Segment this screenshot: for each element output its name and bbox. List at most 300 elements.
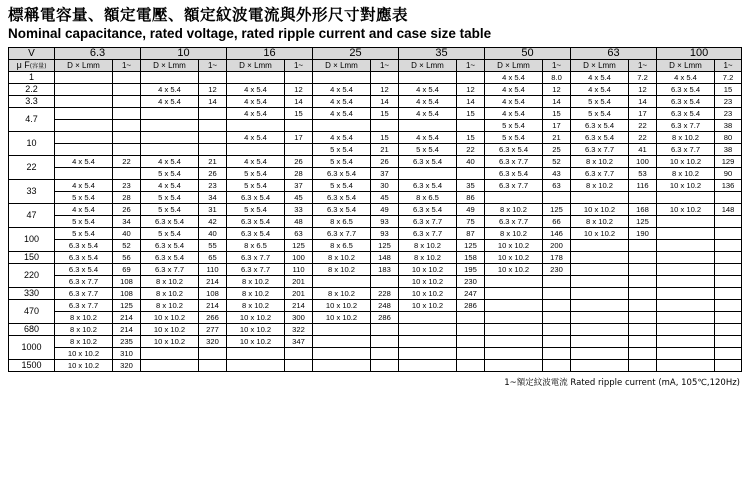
ripple-current-cell: 65: [199, 252, 227, 264]
table-row: [9, 84, 742, 96]
ripple-current-cell: 23: [715, 96, 742, 108]
case-size-cell: [571, 288, 629, 300]
case-size-cell: 6.3 x 5.4: [141, 240, 199, 252]
ripple-current-cell: [715, 264, 742, 276]
case-size-cell: 5 x 5.4: [571, 96, 629, 108]
ripple-current-cell: 22: [457, 144, 485, 156]
subheader-dl-6v3: D × Lmm: [55, 60, 113, 72]
ripple-current-cell: [457, 168, 485, 180]
case-size-cell: 6.3 x 7.7: [485, 156, 543, 168]
case-size-cell: 6.3 x 7.7: [657, 144, 715, 156]
ripple-current-cell: [629, 240, 657, 252]
case-size-cell: 8 x 10.2: [227, 276, 285, 288]
subheader-ripple-16v: 1~: [285, 60, 313, 72]
ripple-current-cell: 214: [199, 276, 227, 288]
ripple-current-cell: 248: [371, 300, 399, 312]
case-size-cell: 8 x 10.2: [55, 336, 113, 348]
ripple-current-cell: 17: [629, 108, 657, 120]
case-size-cell: [227, 144, 285, 156]
subheader-ripple-6v3: 1~: [113, 60, 141, 72]
ripple-current-cell: 14: [199, 96, 227, 108]
case-size-cell: 4 x 5.4: [485, 96, 543, 108]
case-size-cell: [399, 336, 457, 348]
table-footnote: 1~額定紋波電流 Rated ripple current (mA, 105℃,120Hz): [504, 378, 740, 388]
table-row: [9, 156, 742, 168]
case-size-cell: [141, 348, 199, 360]
ripple-current-cell: 30: [371, 180, 399, 192]
ripple-current-cell: 300: [285, 312, 313, 324]
ripple-current-cell: [113, 144, 141, 156]
case-size-cell: 10 x 10.2: [141, 312, 199, 324]
case-size-cell: 10 x 10.2: [55, 348, 113, 360]
table-row: [9, 264, 742, 276]
case-size-cell: 10 x 10.2: [399, 276, 457, 288]
ripple-current-cell: [715, 228, 742, 240]
ripple-current-cell: 12: [199, 84, 227, 96]
case-size-cell: [399, 312, 457, 324]
ripple-current-cell: 23: [113, 180, 141, 192]
capacitance-cell: 220: [9, 264, 55, 288]
ripple-current-cell: 286: [371, 312, 399, 324]
ripple-current-cell: 75: [457, 216, 485, 228]
ripple-current-cell: 22: [629, 132, 657, 144]
case-size-cell: [141, 144, 199, 156]
ripple-current-cell: 108: [113, 276, 141, 288]
case-size-cell: 8 x 10.2: [399, 240, 457, 252]
case-size-cell: [571, 252, 629, 264]
case-size-cell: [571, 324, 629, 336]
table-row: [9, 96, 742, 108]
ripple-current-cell: 12: [285, 84, 313, 96]
case-size-cell: 8 x 10.2: [571, 180, 629, 192]
case-size-cell: 5 x 5.4: [227, 180, 285, 192]
ripple-current-cell: 12: [457, 84, 485, 96]
voltage-header-25v: 25: [313, 48, 399, 60]
ripple-current-cell: 129: [715, 156, 742, 168]
case-size-cell: 4 x 5.4: [485, 84, 543, 96]
voltage-header-100v: 100: [657, 48, 742, 60]
table-row: [9, 348, 742, 360]
ripple-current-cell: [199, 132, 227, 144]
ripple-current-cell: 26: [285, 156, 313, 168]
case-size-cell: [571, 300, 629, 312]
ripple-current-cell: 286: [457, 300, 485, 312]
ripple-current-cell: 55: [199, 240, 227, 252]
case-size-cell: 8 x 10.2: [485, 228, 543, 240]
case-size-cell: 4 x 5.4: [55, 180, 113, 192]
case-size-cell: [657, 288, 715, 300]
ripple-current-cell: 116: [629, 180, 657, 192]
ripple-current-cell: 125: [113, 300, 141, 312]
case-size-cell: 6.3 x 5.4: [657, 84, 715, 96]
case-size-cell: 10 x 10.2: [657, 204, 715, 216]
table-row: [9, 168, 742, 180]
subheader-dl-25v: D × Lmm: [313, 60, 371, 72]
ripple-current-cell: 14: [543, 96, 571, 108]
case-size-cell: 10 x 10.2: [399, 288, 457, 300]
case-size-cell: 6.3 x 5.4: [227, 228, 285, 240]
ripple-current-cell: [629, 336, 657, 348]
case-size-cell: [55, 144, 113, 156]
ripple-current-cell: 80: [715, 132, 742, 144]
ripple-current-cell: [285, 120, 313, 132]
case-size-cell: 4 x 5.4: [141, 96, 199, 108]
capacitance-cell: 10: [9, 132, 55, 156]
case-size-cell: 4 x 5.4: [55, 204, 113, 216]
case-size-cell: 10 x 10.2: [55, 360, 113, 372]
case-size-cell: [485, 192, 543, 204]
ripple-current-cell: 125: [457, 240, 485, 252]
case-size-cell: [485, 288, 543, 300]
ripple-current-cell: 90: [715, 168, 742, 180]
ripple-current-cell: [715, 336, 742, 348]
case-size-cell: 10 x 10.2: [227, 324, 285, 336]
case-size-cell: [313, 120, 371, 132]
case-size-cell: 4 x 5.4: [141, 180, 199, 192]
ripple-current-cell: 23: [199, 180, 227, 192]
ripple-current-cell: [113, 132, 141, 144]
voltage-header-63v: 63: [571, 48, 657, 60]
case-size-cell: 8 x 6.5: [313, 240, 371, 252]
capacitance-cell: 680: [9, 324, 55, 336]
ripple-current-cell: 12: [629, 84, 657, 96]
ripple-current-cell: 125: [371, 240, 399, 252]
ripple-current-cell: 178: [543, 252, 571, 264]
ripple-current-cell: 40: [113, 228, 141, 240]
case-size-cell: 5 x 5.4: [485, 132, 543, 144]
voltage-header-row: [9, 48, 742, 60]
ripple-current-cell: 148: [715, 204, 742, 216]
case-size-cell: [571, 264, 629, 276]
ripple-current-cell: [629, 264, 657, 276]
ripple-current-cell: [715, 324, 742, 336]
table-row: [9, 204, 742, 216]
ripple-current-cell: 21: [371, 144, 399, 156]
subheader-dl-35v: D × Lmm: [399, 60, 457, 72]
case-size-cell: 8 x 10.2: [657, 132, 715, 144]
case-size-cell: [141, 120, 199, 132]
case-size-cell: 5 x 5.4: [227, 204, 285, 216]
ripple-current-cell: [543, 312, 571, 324]
case-size-cell: [571, 192, 629, 204]
table-row: [9, 300, 742, 312]
table-row: [9, 336, 742, 348]
case-size-cell: 6.3 x 7.7: [55, 276, 113, 288]
case-size-cell: [399, 120, 457, 132]
ripple-current-cell: [113, 96, 141, 108]
ripple-current-cell: 214: [199, 300, 227, 312]
case-size-cell: 6.3 x 7.7: [227, 252, 285, 264]
case-size-cell: 6.3 x 7.7: [571, 168, 629, 180]
capacitance-cell: 33: [9, 180, 55, 204]
ripple-current-cell: 52: [543, 156, 571, 168]
case-size-cell: 10 x 10.2: [485, 264, 543, 276]
ripple-current-cell: 15: [371, 132, 399, 144]
case-size-cell: [571, 360, 629, 372]
ripple-current-cell: [715, 360, 742, 372]
ripple-current-cell: [199, 144, 227, 156]
ripple-current-cell: [715, 192, 742, 204]
case-size-cell: 6.3 x 5.4: [657, 108, 715, 120]
case-size-cell: 4 x 5.4: [399, 108, 457, 120]
case-size-cell: 8 x 10.2: [657, 168, 715, 180]
subheader-dl-16v: D × Lmm: [227, 60, 285, 72]
capacitance-cell: 22: [9, 156, 55, 180]
ripple-current-cell: 15: [457, 132, 485, 144]
case-size-cell: 10 x 10.2: [313, 300, 371, 312]
case-size-cell: [657, 360, 715, 372]
ripple-current-cell: [629, 288, 657, 300]
case-size-cell: [485, 336, 543, 348]
case-size-cell: [571, 240, 629, 252]
case-size-cell: 5 x 5.4: [399, 144, 457, 156]
ripple-current-cell: 86: [457, 192, 485, 204]
ripple-current-cell: 230: [457, 276, 485, 288]
case-size-cell: [485, 276, 543, 288]
ripple-current-cell: 45: [285, 192, 313, 204]
case-size-cell: 10 x 10.2: [227, 336, 285, 348]
case-size-cell: 10 x 10.2: [657, 156, 715, 168]
ripple-current-cell: 42: [199, 216, 227, 228]
case-size-cell: [399, 348, 457, 360]
case-size-cell: 10 x 10.2: [571, 204, 629, 216]
ripple-current-cell: [629, 252, 657, 264]
case-size-cell: 8 x 10.2: [227, 288, 285, 300]
ripple-current-cell: 87: [457, 228, 485, 240]
ripple-current-cell: [457, 312, 485, 324]
ripple-current-cell: [285, 144, 313, 156]
case-size-cell: 4 x 5.4: [227, 96, 285, 108]
case-size-cell: [657, 252, 715, 264]
ripple-current-cell: 214: [285, 300, 313, 312]
case-size-cell: [485, 324, 543, 336]
ripple-current-cell: [715, 240, 742, 252]
case-size-cell: 4 x 5.4: [55, 156, 113, 168]
case-size-cell: 6.3 x 7.7: [141, 264, 199, 276]
case-size-cell: 8 x 6.5: [227, 240, 285, 252]
ripple-current-cell: 17: [543, 120, 571, 132]
ripple-current-cell: 28: [113, 192, 141, 204]
case-size-cell: [55, 132, 113, 144]
case-size-cell: 5 x 5.4: [55, 216, 113, 228]
case-size-cell: 5 x 5.4: [141, 168, 199, 180]
case-size-cell: [571, 276, 629, 288]
case-size-cell: [141, 108, 199, 120]
case-size-cell: 4 x 5.4: [657, 72, 715, 84]
case-size-cell: [141, 72, 199, 84]
case-size-cell: 8 x 10.2: [313, 264, 371, 276]
ripple-current-cell: 93: [371, 228, 399, 240]
ripple-current-cell: 228: [371, 288, 399, 300]
case-size-cell: 6.3 x 5.4: [55, 252, 113, 264]
case-size-cell: [571, 336, 629, 348]
ripple-current-cell: 15: [457, 108, 485, 120]
case-size-cell: 8 x 10.2: [571, 216, 629, 228]
ripple-current-cell: 45: [371, 192, 399, 204]
case-size-cell: 10 x 10.2: [657, 180, 715, 192]
ripple-current-cell: [715, 300, 742, 312]
ripple-current-cell: 110: [285, 264, 313, 276]
case-size-cell: [657, 336, 715, 348]
table-row: [9, 252, 742, 264]
case-size-cell: 4 x 5.4: [141, 84, 199, 96]
case-size-cell: [657, 240, 715, 252]
case-size-cell: [485, 348, 543, 360]
ripple-current-cell: 14: [285, 96, 313, 108]
capacitance-cell: 1: [9, 72, 55, 84]
ripple-current-cell: [543, 348, 571, 360]
case-size-cell: 4 x 5.4: [485, 108, 543, 120]
case-size-cell: 6.3 x 5.4: [399, 180, 457, 192]
case-size-cell: 6.3 x 7.7: [313, 228, 371, 240]
ripple-current-cell: [371, 336, 399, 348]
case-size-cell: 6.3 x 7.7: [55, 300, 113, 312]
case-size-cell: [313, 72, 371, 84]
ripple-current-cell: [543, 192, 571, 204]
subheader-dl-50v: D × Lmm: [485, 60, 543, 72]
subheader-ripple-25v: 1~: [371, 60, 399, 72]
case-size-cell: 6.3 x 7.7: [399, 228, 457, 240]
table-row: [9, 132, 742, 144]
ripple-current-cell: [629, 300, 657, 312]
case-size-cell: 6.3 x 5.4: [55, 240, 113, 252]
ripple-current-cell: [543, 360, 571, 372]
ripple-current-cell: [629, 360, 657, 372]
case-size-cell: [657, 264, 715, 276]
ripple-current-cell: [629, 192, 657, 204]
subheader-dl-63v: D × Lmm: [571, 60, 629, 72]
case-size-cell: [485, 360, 543, 372]
ripple-current-cell: 201: [285, 288, 313, 300]
voltage-header-16v: 16: [227, 48, 313, 60]
ripple-current-cell: 247: [457, 288, 485, 300]
table-row: [9, 108, 742, 120]
ripple-current-cell: 108: [199, 288, 227, 300]
ripple-current-cell: [371, 360, 399, 372]
case-size-cell: 6.3 x 5.4: [657, 96, 715, 108]
ripple-current-cell: [457, 336, 485, 348]
case-size-cell: [571, 348, 629, 360]
case-size-cell: [657, 312, 715, 324]
case-size-cell: [313, 276, 371, 288]
case-size-cell: 10 x 10.2: [399, 264, 457, 276]
table-body: [9, 72, 742, 372]
case-size-cell: [55, 168, 113, 180]
table-row: [9, 360, 742, 372]
ripple-current-cell: 100: [629, 156, 657, 168]
case-size-cell: 8 x 10.2: [571, 156, 629, 168]
voltage-header-35v: 35: [399, 48, 485, 60]
case-size-cell: 6.3 x 5.4: [399, 156, 457, 168]
page-title-chinese: 標稱電容量、額定電壓、額定紋波電流與外形尺寸對應表: [8, 6, 409, 24]
ripple-current-cell: 125: [543, 204, 571, 216]
ripple-current-cell: [715, 312, 742, 324]
ripple-current-cell: [543, 276, 571, 288]
case-size-cell: 6.3 x 5.4: [571, 120, 629, 132]
case-size-cell: 6.3 x 7.7: [657, 120, 715, 132]
subheader-ripple-35v: 1~: [457, 60, 485, 72]
case-size-cell: 4 x 5.4: [313, 108, 371, 120]
capacitance-cell: 1000: [9, 336, 55, 360]
case-size-cell: 4 x 5.4: [399, 84, 457, 96]
corner-uf-text: μ F: [16, 60, 30, 70]
ripple-current-cell: [629, 324, 657, 336]
subheader-ripple-10v: 1~: [199, 60, 227, 72]
ripple-current-cell: 146: [543, 228, 571, 240]
ripple-current-cell: 22: [113, 156, 141, 168]
case-size-cell: 6.3 x 7.7: [571, 144, 629, 156]
ripple-current-cell: [715, 252, 742, 264]
ripple-current-cell: [715, 348, 742, 360]
ripple-current-cell: [629, 312, 657, 324]
capacitance-cell: 150: [9, 252, 55, 264]
case-size-cell: 8 x 10.2: [485, 204, 543, 216]
ripple-current-cell: 15: [371, 108, 399, 120]
ripple-current-cell: 40: [457, 156, 485, 168]
ripple-current-cell: 214: [113, 312, 141, 324]
ripple-current-cell: 31: [199, 204, 227, 216]
ripple-current-cell: 34: [199, 192, 227, 204]
case-size-cell: 10 x 10.2: [485, 252, 543, 264]
ripple-current-cell: [457, 72, 485, 84]
ripple-current-cell: 12: [371, 84, 399, 96]
table-row: [9, 276, 742, 288]
capacitance-cell: 330: [9, 288, 55, 300]
table-row: [9, 120, 742, 132]
subheader-row: [9, 60, 742, 72]
case-size-cell: [571, 312, 629, 324]
case-size-cell: 6.3 x 5.4: [227, 192, 285, 204]
case-size-cell: 6.3 x 5.4: [313, 192, 371, 204]
ripple-current-cell: 15: [543, 108, 571, 120]
case-size-cell: [657, 216, 715, 228]
case-size-cell: 6.3 x 7.7: [485, 180, 543, 192]
case-size-cell: 10 x 10.2: [399, 300, 457, 312]
ripple-current-cell: 63: [285, 228, 313, 240]
case-size-cell: 4 x 5.4: [141, 156, 199, 168]
case-size-cell: 6.3 x 5.4: [55, 264, 113, 276]
table-row: [9, 180, 742, 192]
ripple-current-cell: 320: [113, 360, 141, 372]
ripple-current-cell: [371, 348, 399, 360]
ripple-current-cell: 63: [543, 180, 571, 192]
ripple-current-cell: 15: [285, 108, 313, 120]
case-size-cell: [313, 348, 371, 360]
case-size-cell: 8 x 6.5: [399, 192, 457, 204]
ripple-current-cell: 190: [629, 228, 657, 240]
case-size-cell: 5 x 5.4: [571, 108, 629, 120]
ripple-current-cell: 201: [285, 276, 313, 288]
capacitance-cell: 3.3: [9, 96, 55, 108]
subheader-ripple-100v: 1~: [715, 60, 742, 72]
ripple-current-cell: 277: [199, 324, 227, 336]
ripple-current-cell: 56: [113, 252, 141, 264]
ripple-current-cell: 23: [715, 108, 742, 120]
case-size-cell: [313, 324, 371, 336]
table-row: [9, 72, 742, 84]
ripple-current-cell: 93: [371, 216, 399, 228]
ripple-current-cell: [543, 324, 571, 336]
ripple-current-cell: 38: [715, 120, 742, 132]
case-size-cell: 8 x 6.5: [313, 216, 371, 228]
ripple-current-cell: 28: [285, 168, 313, 180]
case-size-cell: [657, 228, 715, 240]
ripple-current-cell: 125: [629, 216, 657, 228]
case-size-cell: [227, 348, 285, 360]
ripple-current-cell: 310: [113, 348, 141, 360]
case-size-cell: 6.3 x 7.7: [399, 216, 457, 228]
ripple-current-cell: 38: [715, 144, 742, 156]
